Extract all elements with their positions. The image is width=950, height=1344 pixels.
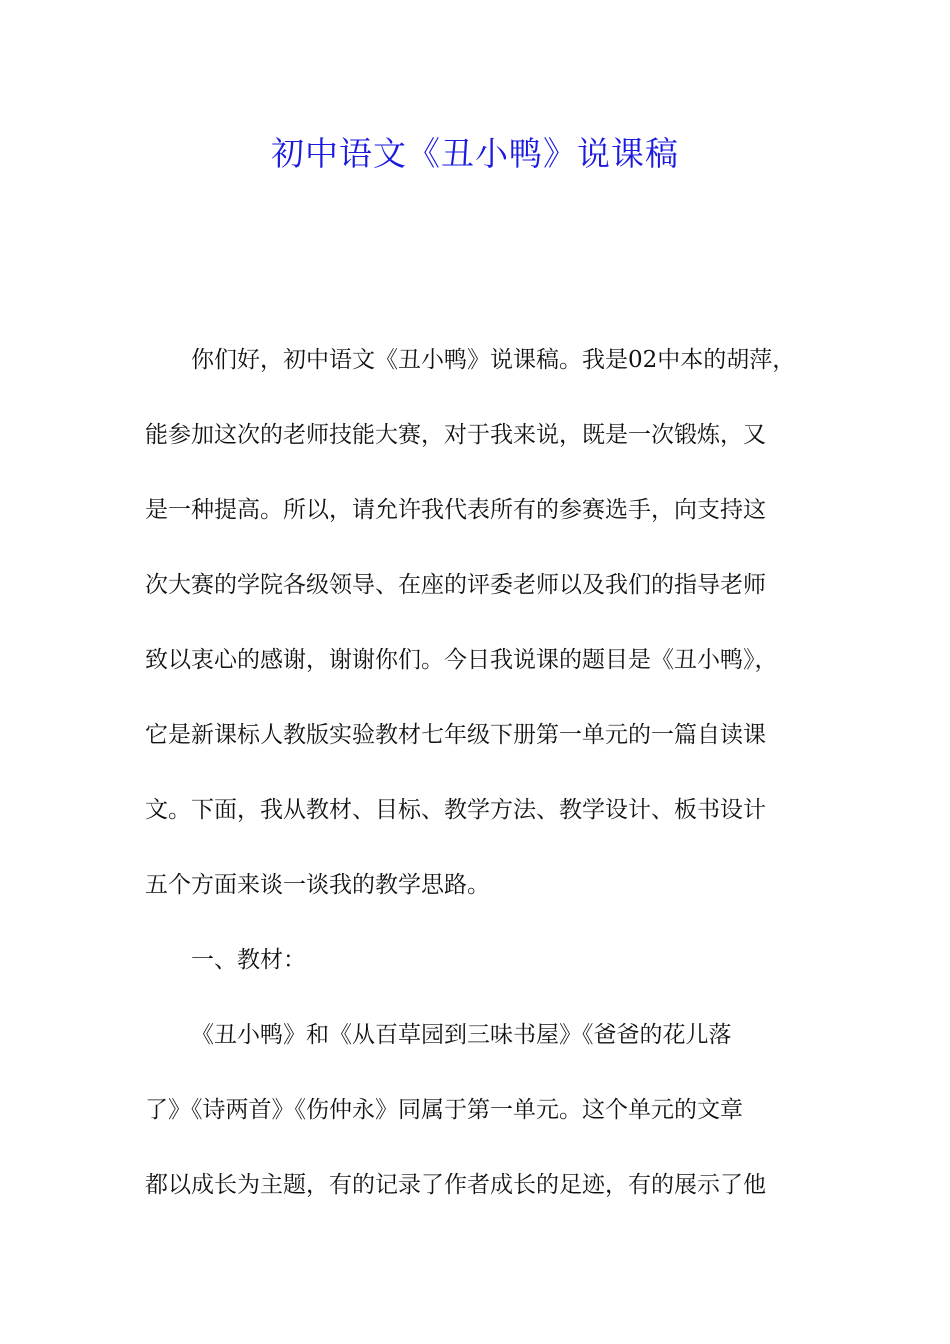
text-line: 它是新课标人教版实验教材七年级下册第一单元的一篇自读课 <box>145 722 766 748</box>
text-line: 五个方面来谈一谈我的教学思路。 <box>145 872 490 898</box>
text-line: 文。下面，我从教材、目标、教学方法、教学设计、板书设计 <box>145 797 766 823</box>
document-title: 初中语文《丑小鸭》说课稿 <box>271 134 679 173</box>
section-heading: 一、教材： <box>191 947 306 973</box>
text-line: 了》《诗两首》《伤仲永》同属于第一单元。这个单元的文章 <box>145 1097 743 1123</box>
text-line: 都以成长为主题，有的记录了作者成长的足迹，有的展示了他 <box>145 1172 766 1198</box>
text-line: 《丑小鸭》和《从百草园到三味书屋》《爸爸的花儿落 <box>191 1022 732 1048</box>
text-line: 次大赛的学院各级领导、在座的评委老师以及我们的指导老师 <box>145 572 766 598</box>
text-line: 你们好，初中语文《丑小鸭》说课稿。我是02中本的胡萍， <box>191 347 796 373</box>
text-line: 致以衷心的感谢，谢谢你们。今日我说课的题目是《丑小鸭》， <box>145 647 778 673</box>
text-line: 能参加这次的老师技能大赛，对于我来说，既是一次锻炼，又 <box>145 422 766 448</box>
text-line: 是一种提高。所以，请允许我代表所有的参赛选手，向支持这 <box>145 497 766 523</box>
document-body <box>145 340 825 1240</box>
